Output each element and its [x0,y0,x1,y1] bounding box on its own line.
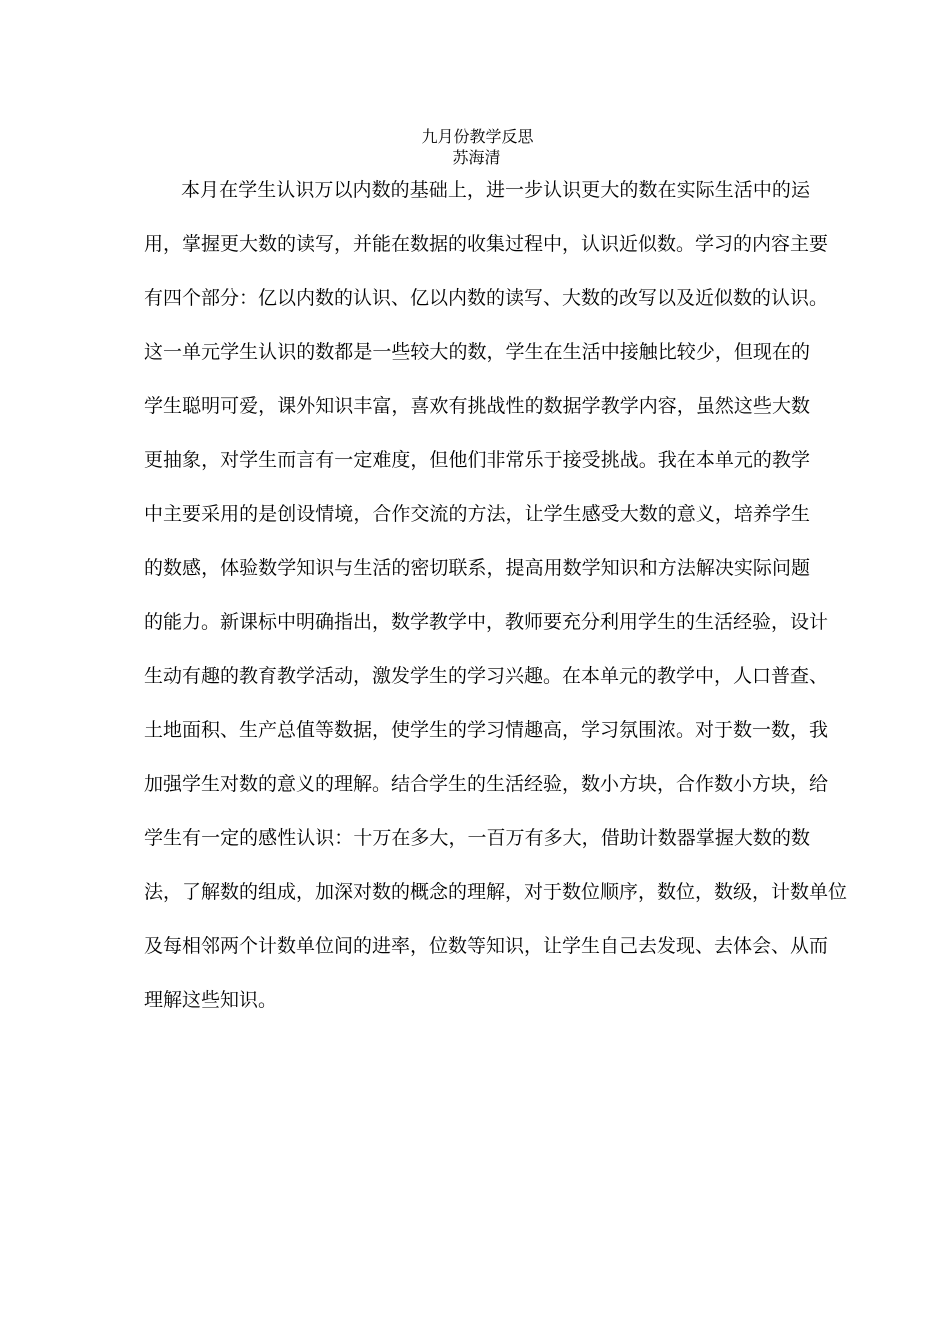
body-line: 学生有一定的感性认识：十万在多大，一百万有多大，借助计数器掌握大数的数 [144,827,810,849]
body-line: 的数感，体验数学知识与生活的密切联系，提高用数学知识和方法解决实际问题 [144,557,810,579]
body-line: 的能力。新课标中明确指出，数学教学中，教师要充分利用学生的生活经验，设计 [144,611,829,633]
body-line: 及每相邻两个计数单位间的进率，位数等知识，让学生自己去发现、去体会、从而 [144,935,829,957]
body-line: 法，了解数的组成，加深对数的概念的理解，对于数位顺序，数位，数级，计数单位 [144,881,848,903]
body-line: 中主要采用的是创设情境，合作交流的方法，让学生感受大数的意义，培养学生 [144,503,810,525]
body-line: 土地面积、生产总值等数据，使学生的学习情趣高，学习氛围浓。对于数一数，我 [144,719,829,741]
document-title: 九月份教学反思 [421,127,534,146]
body-line: 理解这些知识。 [144,989,278,1011]
body-line: 本月在学生认识万以内数的基础上，进一步认识更大的数在实际生活中的运 [181,179,810,201]
body-line: 更抽象，对学生而言有一定难度，但他们非常乐于接受挑战。我在本单元的教学 [144,449,810,471]
body-line: 用，掌握更大数的读写，并能在数据的收集过程中，认识近似数。学习的内容主要 [144,233,829,255]
document-body [144,170,848,1034]
body-line: 生动有趣的教育教学活动，激发学生的学习兴趣。在本单元的教学中，人口普查、 [144,665,829,687]
document-author: 苏海清 [452,148,501,167]
body-line: 加强学生对数的意义的理解。结合学生的生活经验，数小方块，合作数小方块，给 [144,773,829,795]
body-line: 学生聪明可爱，课外知识丰富，喜欢有挑战性的数据学教学内容，虽然这些大数 [144,395,810,417]
body-line: 有四个部分：亿以内数的认识、亿以内数的读写、大数的改写以及近似数的认识。 [144,287,829,309]
body-line: 这一单元学生认识的数都是一些较大的数，学生在生活中接触比较少，但现在的 [144,341,810,363]
